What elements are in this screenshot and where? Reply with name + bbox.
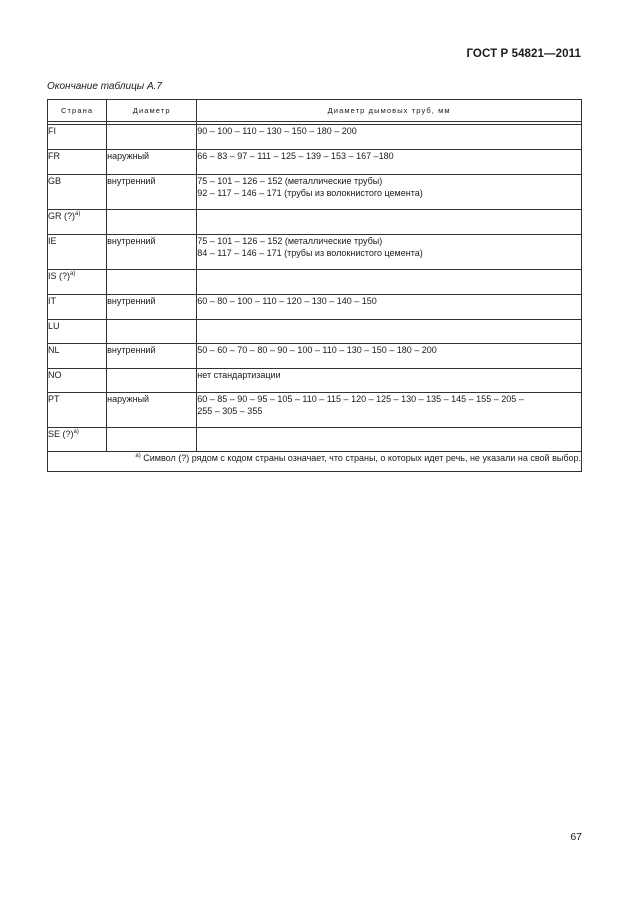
table-row bbox=[48, 270, 582, 295]
country-cell bbox=[48, 393, 107, 428]
flue-diameters-line: 60 – 85 – 90 – 95 – 105 – 110 – 115 – 120 – 125 – 130 – 135 – 145 – 155 – 205 – bbox=[197, 394, 524, 404]
diameter-type-cell bbox=[107, 428, 197, 452]
diameter-type: внутренний bbox=[107, 176, 156, 186]
country-code: LU bbox=[48, 321, 60, 331]
country-cell bbox=[48, 150, 107, 175]
table-row bbox=[48, 428, 582, 452]
country-cell bbox=[48, 428, 107, 452]
diameter-type: наружный bbox=[107, 151, 150, 161]
footnote-reference: a) bbox=[75, 211, 81, 217]
flue-diameters-cell bbox=[197, 393, 582, 428]
flue-diameters-cell bbox=[197, 150, 582, 175]
country-cell bbox=[48, 320, 107, 344]
flue-diameters-cell bbox=[197, 175, 582, 210]
diameter-type-cell bbox=[107, 235, 197, 270]
diameter-type-cell bbox=[107, 150, 197, 175]
table-row bbox=[48, 369, 582, 393]
footnote-marker: a) bbox=[135, 453, 141, 459]
flue-diameters-line: 92 – 117 – 146 – 171 (трубы из волокнистого цемента) bbox=[197, 188, 423, 198]
footnote-text: Символ (?) рядом с кодом страны означает, что страны, о которых идет речь, не указали на свой выбор. bbox=[140, 453, 581, 463]
country-code: GR (?) bbox=[48, 211, 75, 221]
country-code: IE bbox=[48, 236, 57, 246]
flue-diameters-cell bbox=[197, 369, 582, 393]
country-code: NL bbox=[48, 345, 60, 355]
footnote-cell bbox=[48, 452, 582, 472]
country-code: FI bbox=[48, 126, 56, 136]
diameter-type: внутренний bbox=[107, 236, 156, 246]
flue-diameters-line: 50 – 60 – 70 – 80 – 90 – 100 – 110 – 130 – 150 – 180 – 200 bbox=[197, 345, 437, 355]
flue-diameters-cell bbox=[197, 344, 582, 369]
flue-diameters-line: нет стандартизации bbox=[197, 370, 281, 380]
footnote-reference: a) bbox=[73, 429, 79, 435]
country-cell bbox=[48, 295, 107, 320]
country-cell bbox=[48, 344, 107, 369]
table-row bbox=[48, 295, 582, 320]
footnote-reference: a) bbox=[70, 271, 76, 277]
flue-diameters-line: 60 – 80 – 100 – 110 – 120 – 130 – 140 – 150 bbox=[197, 296, 377, 306]
diameter-type-cell bbox=[107, 320, 197, 344]
diameter-type-cell bbox=[107, 393, 197, 428]
diameter-type-cell bbox=[107, 344, 197, 369]
flue-diameters-cell bbox=[197, 295, 582, 320]
diameter-type: внутренний bbox=[107, 345, 156, 355]
chimney-diameter-table bbox=[47, 99, 582, 472]
diameter-type: внутренний bbox=[107, 296, 156, 306]
table-row bbox=[48, 344, 582, 369]
country-code: FR bbox=[48, 151, 60, 161]
document-standard-number: ГОСТ Р 54821—2011 bbox=[466, 48, 581, 60]
header-diameter: Диаметр bbox=[107, 100, 197, 122]
flue-diameters-cell bbox=[197, 428, 582, 452]
flue-diameters-cell bbox=[197, 210, 582, 235]
diameter-type-cell bbox=[107, 210, 197, 235]
country-cell bbox=[48, 270, 107, 295]
diameter-type: наружный bbox=[107, 394, 150, 404]
flue-diameters-cell bbox=[197, 235, 582, 270]
flue-diameters-line: 84 – 117 – 146 – 171 (трубы из волокнистого цемента) bbox=[197, 248, 423, 258]
flue-diameters-line: 75 – 101 – 126 – 152 (металлические трубы) bbox=[197, 236, 383, 246]
table-row bbox=[48, 235, 582, 270]
country-code: IS (?) bbox=[48, 271, 71, 281]
header-country: Страна bbox=[48, 100, 107, 122]
diameter-type-cell bbox=[107, 175, 197, 210]
table-row bbox=[48, 210, 582, 235]
country-code: GB bbox=[48, 176, 62, 186]
flue-diameters-cell bbox=[197, 270, 582, 295]
header-flue-diameter: Диаметр дымовых труб, мм bbox=[197, 100, 582, 122]
table-row bbox=[48, 393, 582, 428]
diameter-type-cell bbox=[107, 270, 197, 295]
table-row bbox=[48, 125, 582, 150]
flue-diameters-line: 66 – 83 – 97 – 111 – 125 – 139 – 153 – 167 –180 bbox=[197, 151, 394, 161]
country-cell bbox=[48, 235, 107, 270]
table-row bbox=[48, 320, 582, 344]
flue-diameters-line: 75 – 101 – 126 – 152 (металлические трубы) bbox=[197, 176, 383, 186]
table-body bbox=[48, 122, 582, 452]
diameter-type-cell bbox=[107, 125, 197, 150]
table-header-row bbox=[48, 100, 582, 122]
page-number: 67 bbox=[570, 831, 582, 843]
diameter-type-cell bbox=[107, 369, 197, 393]
country-code: NO bbox=[48, 370, 62, 380]
table-caption: Окончание таблицы А.7 bbox=[47, 81, 162, 92]
country-code: SE (?) bbox=[48, 429, 74, 439]
table-row bbox=[48, 150, 582, 175]
footnote-row bbox=[48, 452, 582, 472]
country-code: IT bbox=[48, 296, 56, 306]
flue-diameters-cell bbox=[197, 320, 582, 344]
table-row bbox=[48, 175, 582, 210]
country-cell bbox=[48, 210, 107, 235]
country-cell bbox=[48, 125, 107, 150]
country-code: PT bbox=[48, 394, 60, 404]
flue-diameters-cell bbox=[197, 125, 582, 150]
flue-diameters-line: 255 – 305 – 355 bbox=[197, 406, 263, 416]
country-cell bbox=[48, 175, 107, 210]
country-cell bbox=[48, 369, 107, 393]
flue-diameters-line: 90 – 100 – 110 – 130 – 150 – 180 – 200 bbox=[197, 126, 357, 136]
diameter-type-cell bbox=[107, 295, 197, 320]
